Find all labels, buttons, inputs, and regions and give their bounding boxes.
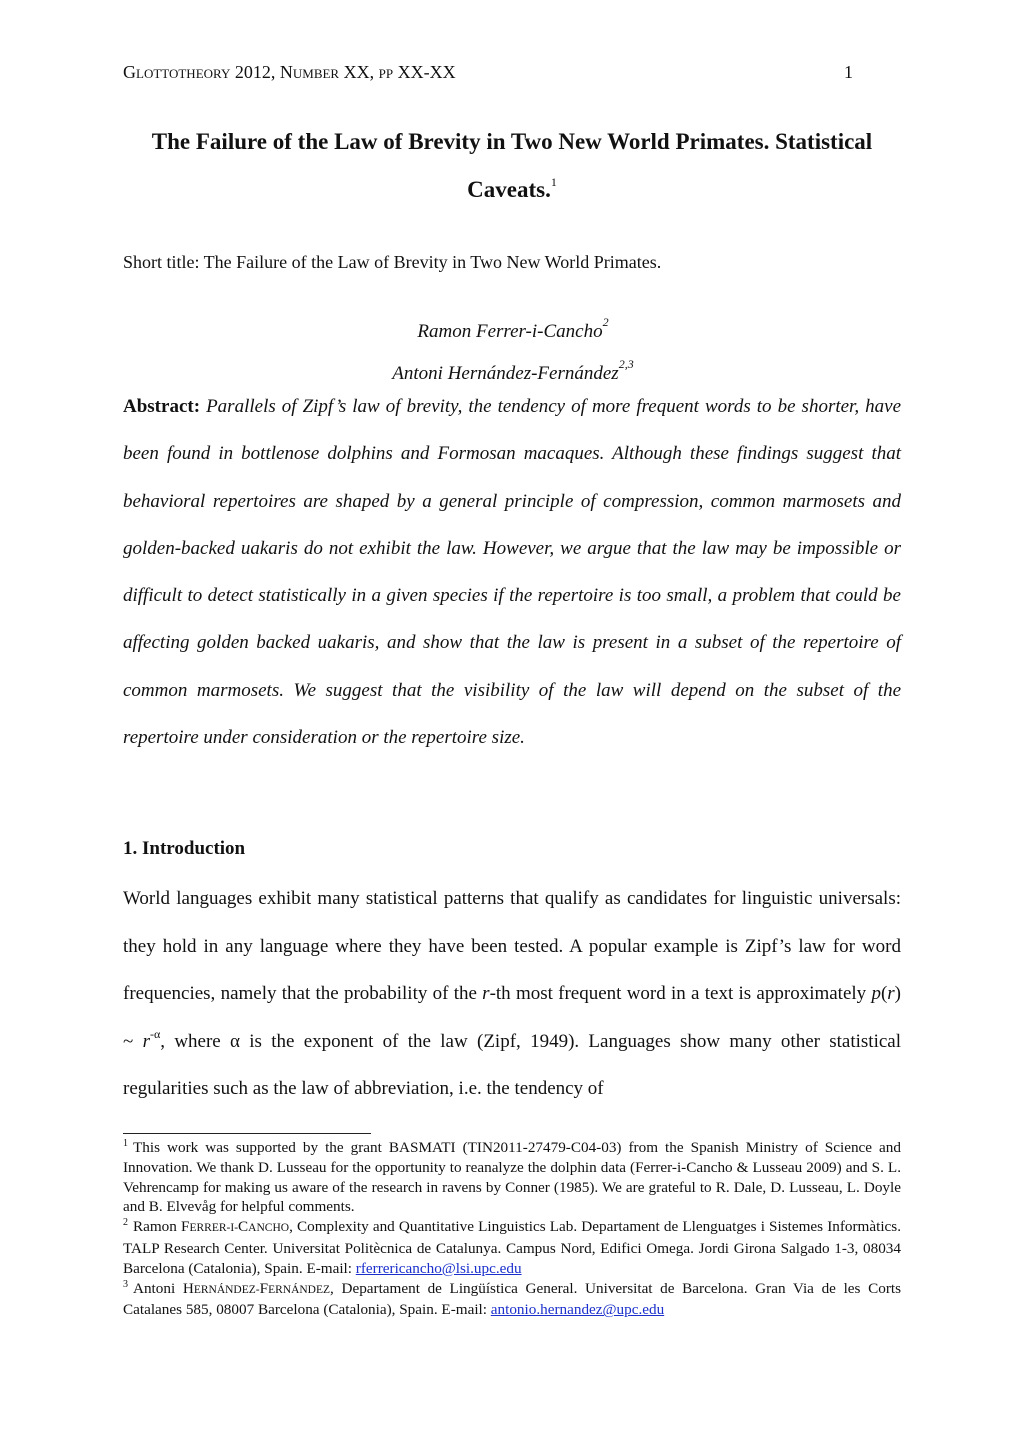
abstract: [123, 383, 901, 761]
footnote-3: $^3$ Antoni HERNÁNDEZ-FERNÁNDEZ, Departament de Lingüística General. Universitat de Barcelona. Gran Via de les Corts Catalanes 585, 08007 Barcelona (Catalonia), Spain. E-mail: antonio.hernandez@upc.edu: [123, 1278, 902, 1319]
footnote-1: $^1$ This work was supported by the grant BASMATI (TIN2011-27479-C04-03) from the Spanish Ministry of Science and Innovation. We thank D. Lusseau for the opportunity to reanalyze the dolphin data (Ferrer-i-Cancho & Lusseau 2009) and S. L. Vehrencamp for making us aware of the research in ravens by Conner (1985). We are grateful to R. Dale, D. Lusseau, L. Doyle and B. Elvevåg for helpful comments.: [123, 1138, 901, 1216]
email-link[interactable]: rferrericancho@lsi.upc.edu: [355, 1259, 522, 1277]
page-number: 1: [844, 62, 853, 82]
running-header: [123, 62, 853, 86]
zipf-formula: p(r) ~ $r^{-\alpha}$: [123, 983, 901, 1052]
author-name: Antoni Hernández-Fernández$^{2,3}$: [392, 357, 634, 384]
footnote-2: $^2$ Ramon FERRER-I-CANCHO, Complexity and Quantitative Linguistics Lab. Departament de Llenguatges i Sistemes Informàtics. TALP Research Center. Universitat Politècnica de Catalunya. Campus Nord, Edifici Omega. Jordi Girona Salgado 1-3, 08034 Barcelona (Catalonia), Spain. E-mail: rferrericancho@lsi.upc.edu: [123, 1217, 901, 1277]
abstract-label: Abstract:: [123, 396, 201, 417]
footnotes: [123, 1138, 901, 1320]
short-title: Short title: The Failure of the Law of Brevity in Two New World Primates.: [123, 252, 662, 272]
introduction-paragraph: World languages exhibit many statistical patterns that qualify as candidates for linguistic universals: they hold in any language where they have been tested. A popular example is Zipf’s law for word frequencies, namely that the probability of the r-th most frequent word in a text is approximately p(r) ~ $r^{-\alpha}$, where α is the exponent of the law (Zipf, 1949). Languages show many other statistical regularities such as the law of abbreviation, i.e. the tendency of: [123, 888, 902, 1099]
footnote-separator: [123, 1133, 371, 1134]
title-footnote-mark: 1: [550, 175, 557, 189]
email-link[interactable]: antonio.hernandez@upc.edu: [490, 1301, 665, 1319]
paper-title: The Failure of the Law of Brevity in Two New World Primates. Statistical Caveats.$^1$: [151, 129, 873, 202]
section-heading-introduction: 1. Introduction: [123, 838, 246, 859]
author-name: Ramon Ferrer-i-Cancho$^2$: [417, 315, 609, 342]
journal-info: GLOTTOTHEORY 2012, NUMBER XX, PP XX-XX: [123, 62, 456, 82]
abstract-text: Parallels of Zipf’s law of brevity, the tendency of more frequent words to be shorter, have been found in bottlenose dolphins and Formosan macaques. Although these findings suggest that behavioral repertoires are shaped by a general principle of compression, common marmosets and golden-backed uakaris do not exhibit the law. However, we argue that the law may be impossible or difficult to detect statistically in a given species if the repertoire is too small, a problem that could be affecting golden backed uakaris, and show that the law is present in a subset of the repertoire of common marmosets. We suggest that the visibility of the law will depend on the subset of the repertoire under consideration or the repertoire size.: [123, 396, 901, 749]
